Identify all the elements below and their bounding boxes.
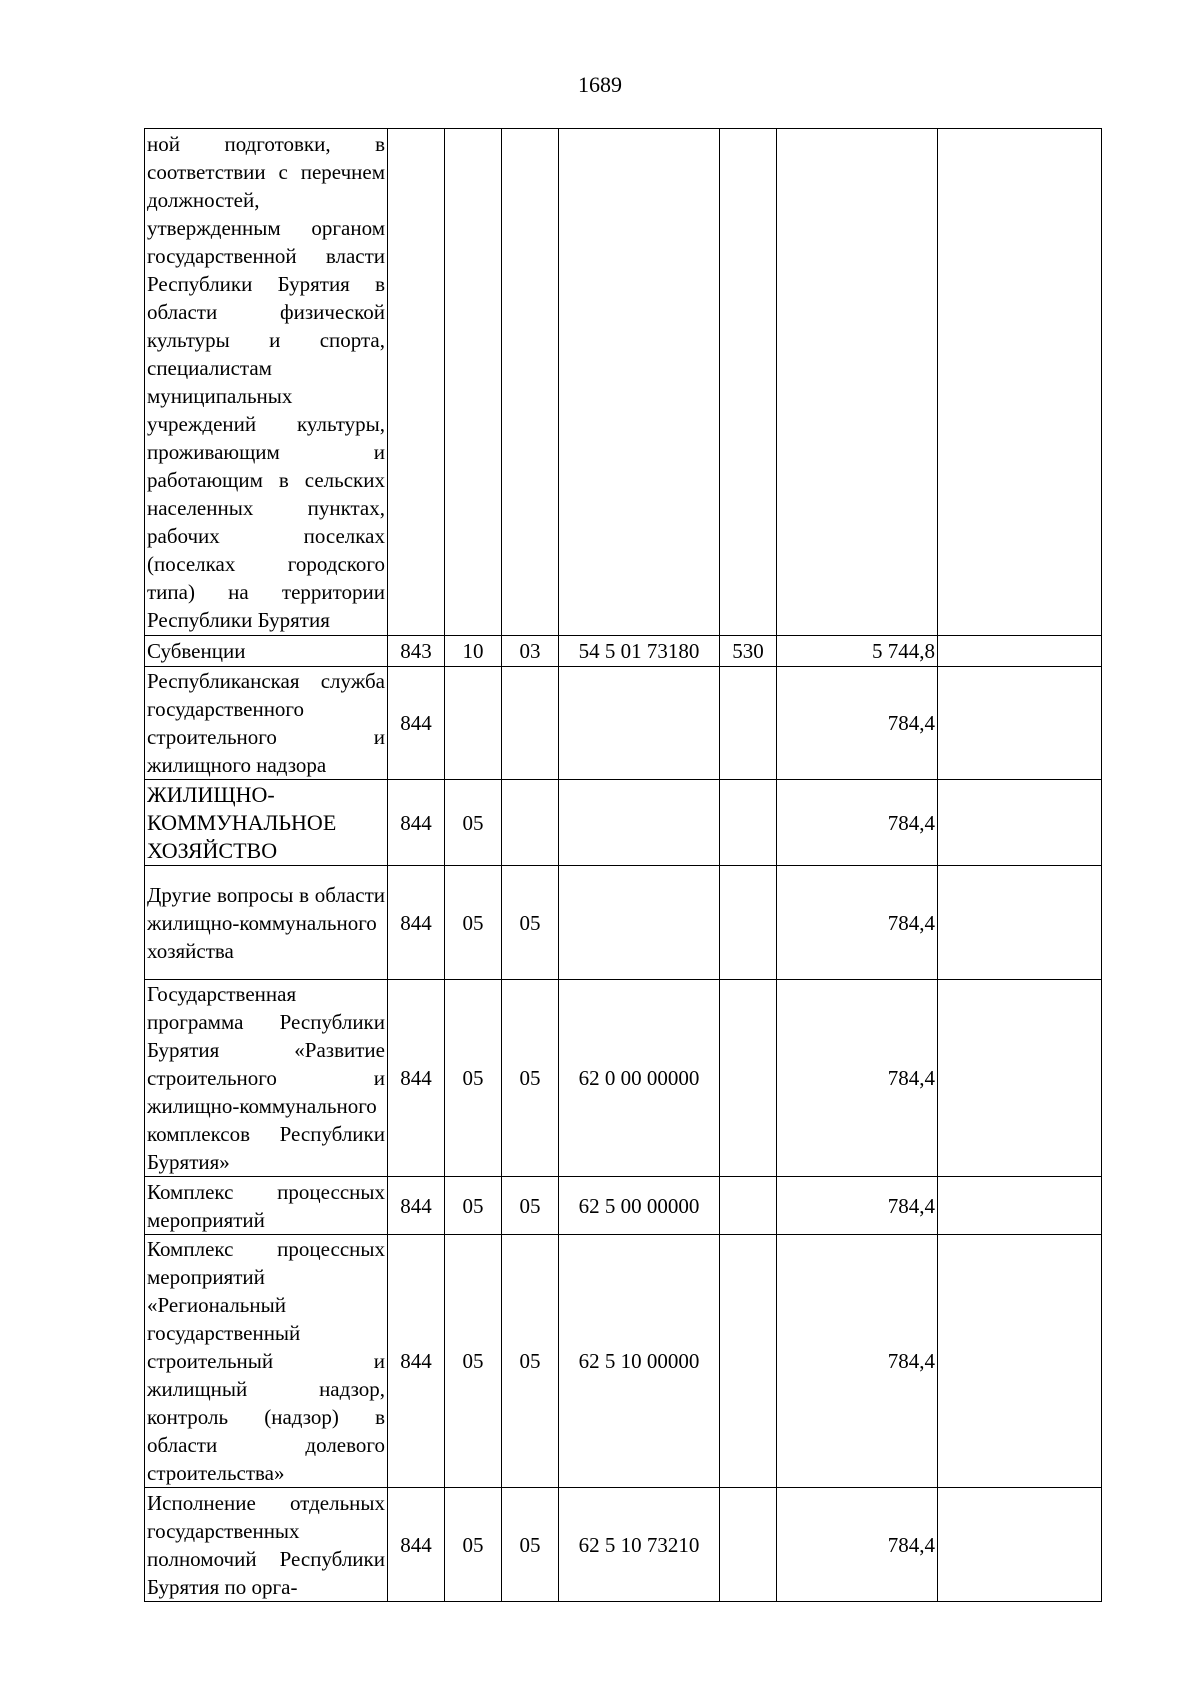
section-code-cell: 05 (445, 780, 502, 866)
subsection-code-cell (502, 129, 559, 636)
amount-cell: 784,4 (777, 866, 938, 980)
dept-code-cell: 844 (388, 866, 445, 980)
target-article-cell: 62 5 00 00000 (559, 1177, 720, 1235)
section-code-cell: 10 (445, 636, 502, 667)
extra-cell (938, 1177, 1102, 1235)
amount-cell: 784,4 (777, 667, 938, 780)
dept-code-cell: 844 (388, 1488, 445, 1602)
subsection-code-cell: 05 (502, 1177, 559, 1235)
extra-cell (938, 129, 1102, 636)
table-row (145, 1177, 1102, 1235)
page-number: 1689 (578, 72, 622, 97)
expense-type-cell (720, 667, 777, 780)
amount-cell: 784,4 (777, 1235, 938, 1488)
table-row (145, 980, 1102, 1177)
table-row (145, 780, 1102, 866)
target-article-cell (559, 866, 720, 980)
subsection-code-cell: 03 (502, 636, 559, 667)
table-row (145, 1235, 1102, 1488)
dept-code-cell: 844 (388, 667, 445, 780)
extra-cell (938, 866, 1102, 980)
amount-cell: 784,4 (777, 1488, 938, 1602)
dept-code-cell: 844 (388, 780, 445, 866)
target-article-cell: 62 0 00 00000 (559, 980, 720, 1177)
section-code-cell: 05 (445, 1488, 502, 1602)
section-code-cell: 05 (445, 1177, 502, 1235)
expense-type-cell (720, 1488, 777, 1602)
row-name-cell: ЖИЛИЩНО-КОММУНАЛЬНОЕ ХОЗЯЙСТВО (145, 780, 388, 866)
expense-type-cell: 530 (720, 636, 777, 667)
table-row (145, 866, 1102, 980)
budget-table (144, 128, 1102, 1602)
section-code-cell: 05 (445, 980, 502, 1177)
amount-cell: 784,4 (777, 780, 938, 866)
dept-code-cell (388, 129, 445, 636)
amount-cell: 784,4 (777, 1177, 938, 1235)
row-name-cell: Исполнение отдельных государственных полномочий Республики Бурятия по орга- (145, 1488, 388, 1602)
subsection-code-cell: 05 (502, 980, 559, 1177)
row-name-cell: ной подготовки, в соответствии с перечнем должностей, утвержденным органом государственной власти Республики Бурятия в области физической культуры и спорта, специалистам муниципальных учреждений культуры, проживающим и работающим в сельских населенных пунктах, рабочих поселках (поселках городского типа) на территории Республики Бурятия (145, 129, 388, 636)
extra-cell (938, 1488, 1102, 1602)
subsection-code-cell: 05 (502, 1488, 559, 1602)
expense-type-cell (720, 129, 777, 636)
table-row (145, 667, 1102, 780)
expense-type-cell (720, 866, 777, 980)
section-code-cell (445, 129, 502, 636)
dept-code-cell: 844 (388, 1235, 445, 1488)
table-row (145, 636, 1102, 667)
extra-cell (938, 780, 1102, 866)
dept-code-cell: 844 (388, 980, 445, 1177)
section-code-cell: 05 (445, 1235, 502, 1488)
row-name-cell: Республиканская служба государственного строительного и жилищного надзора (145, 667, 388, 780)
extra-cell (938, 1235, 1102, 1488)
amount-cell: 5 744,8 (777, 636, 938, 667)
dept-code-cell: 844 (388, 1177, 445, 1235)
subsection-code-cell (502, 780, 559, 866)
target-article-cell (559, 129, 720, 636)
amount-cell: 784,4 (777, 980, 938, 1177)
expense-type-cell (720, 780, 777, 866)
subsection-code-cell: 05 (502, 866, 559, 980)
row-name-cell: Комплекс процессных мероприятий «Региональный государственный строительный и жилищный надзор, контроль (надзор) в области долевого строительства» (145, 1235, 388, 1488)
target-article-cell: 54 5 01 73180 (559, 636, 720, 667)
extra-cell (938, 667, 1102, 780)
row-name-cell: Государственная программа Республики Бурятия «Развитие строительного и жилищно-коммунального комплексов Республики Бурятия» (145, 980, 388, 1177)
expense-type-cell (720, 1235, 777, 1488)
target-article-cell: 62 5 10 73210 (559, 1488, 720, 1602)
row-name-cell: Другие вопросы в области жилищно-коммунального хозяйства (145, 866, 388, 980)
target-article-cell (559, 667, 720, 780)
section-code-cell: 05 (445, 866, 502, 980)
target-article-cell: 62 5 10 00000 (559, 1235, 720, 1488)
row-name-cell: Комплекс процессных мероприятий (145, 1177, 388, 1235)
dept-code-cell: 843 (388, 636, 445, 667)
expense-type-cell (720, 980, 777, 1177)
subsection-code-cell: 05 (502, 1235, 559, 1488)
row-name-cell: Субвенции (145, 636, 388, 667)
subsection-code-cell (502, 667, 559, 780)
extra-cell (938, 980, 1102, 1177)
table-row (145, 1488, 1102, 1602)
expense-type-cell (720, 1177, 777, 1235)
extra-cell (938, 636, 1102, 667)
target-article-cell (559, 780, 720, 866)
table-row (145, 129, 1102, 636)
section-code-cell (445, 667, 502, 780)
amount-cell (777, 129, 938, 636)
